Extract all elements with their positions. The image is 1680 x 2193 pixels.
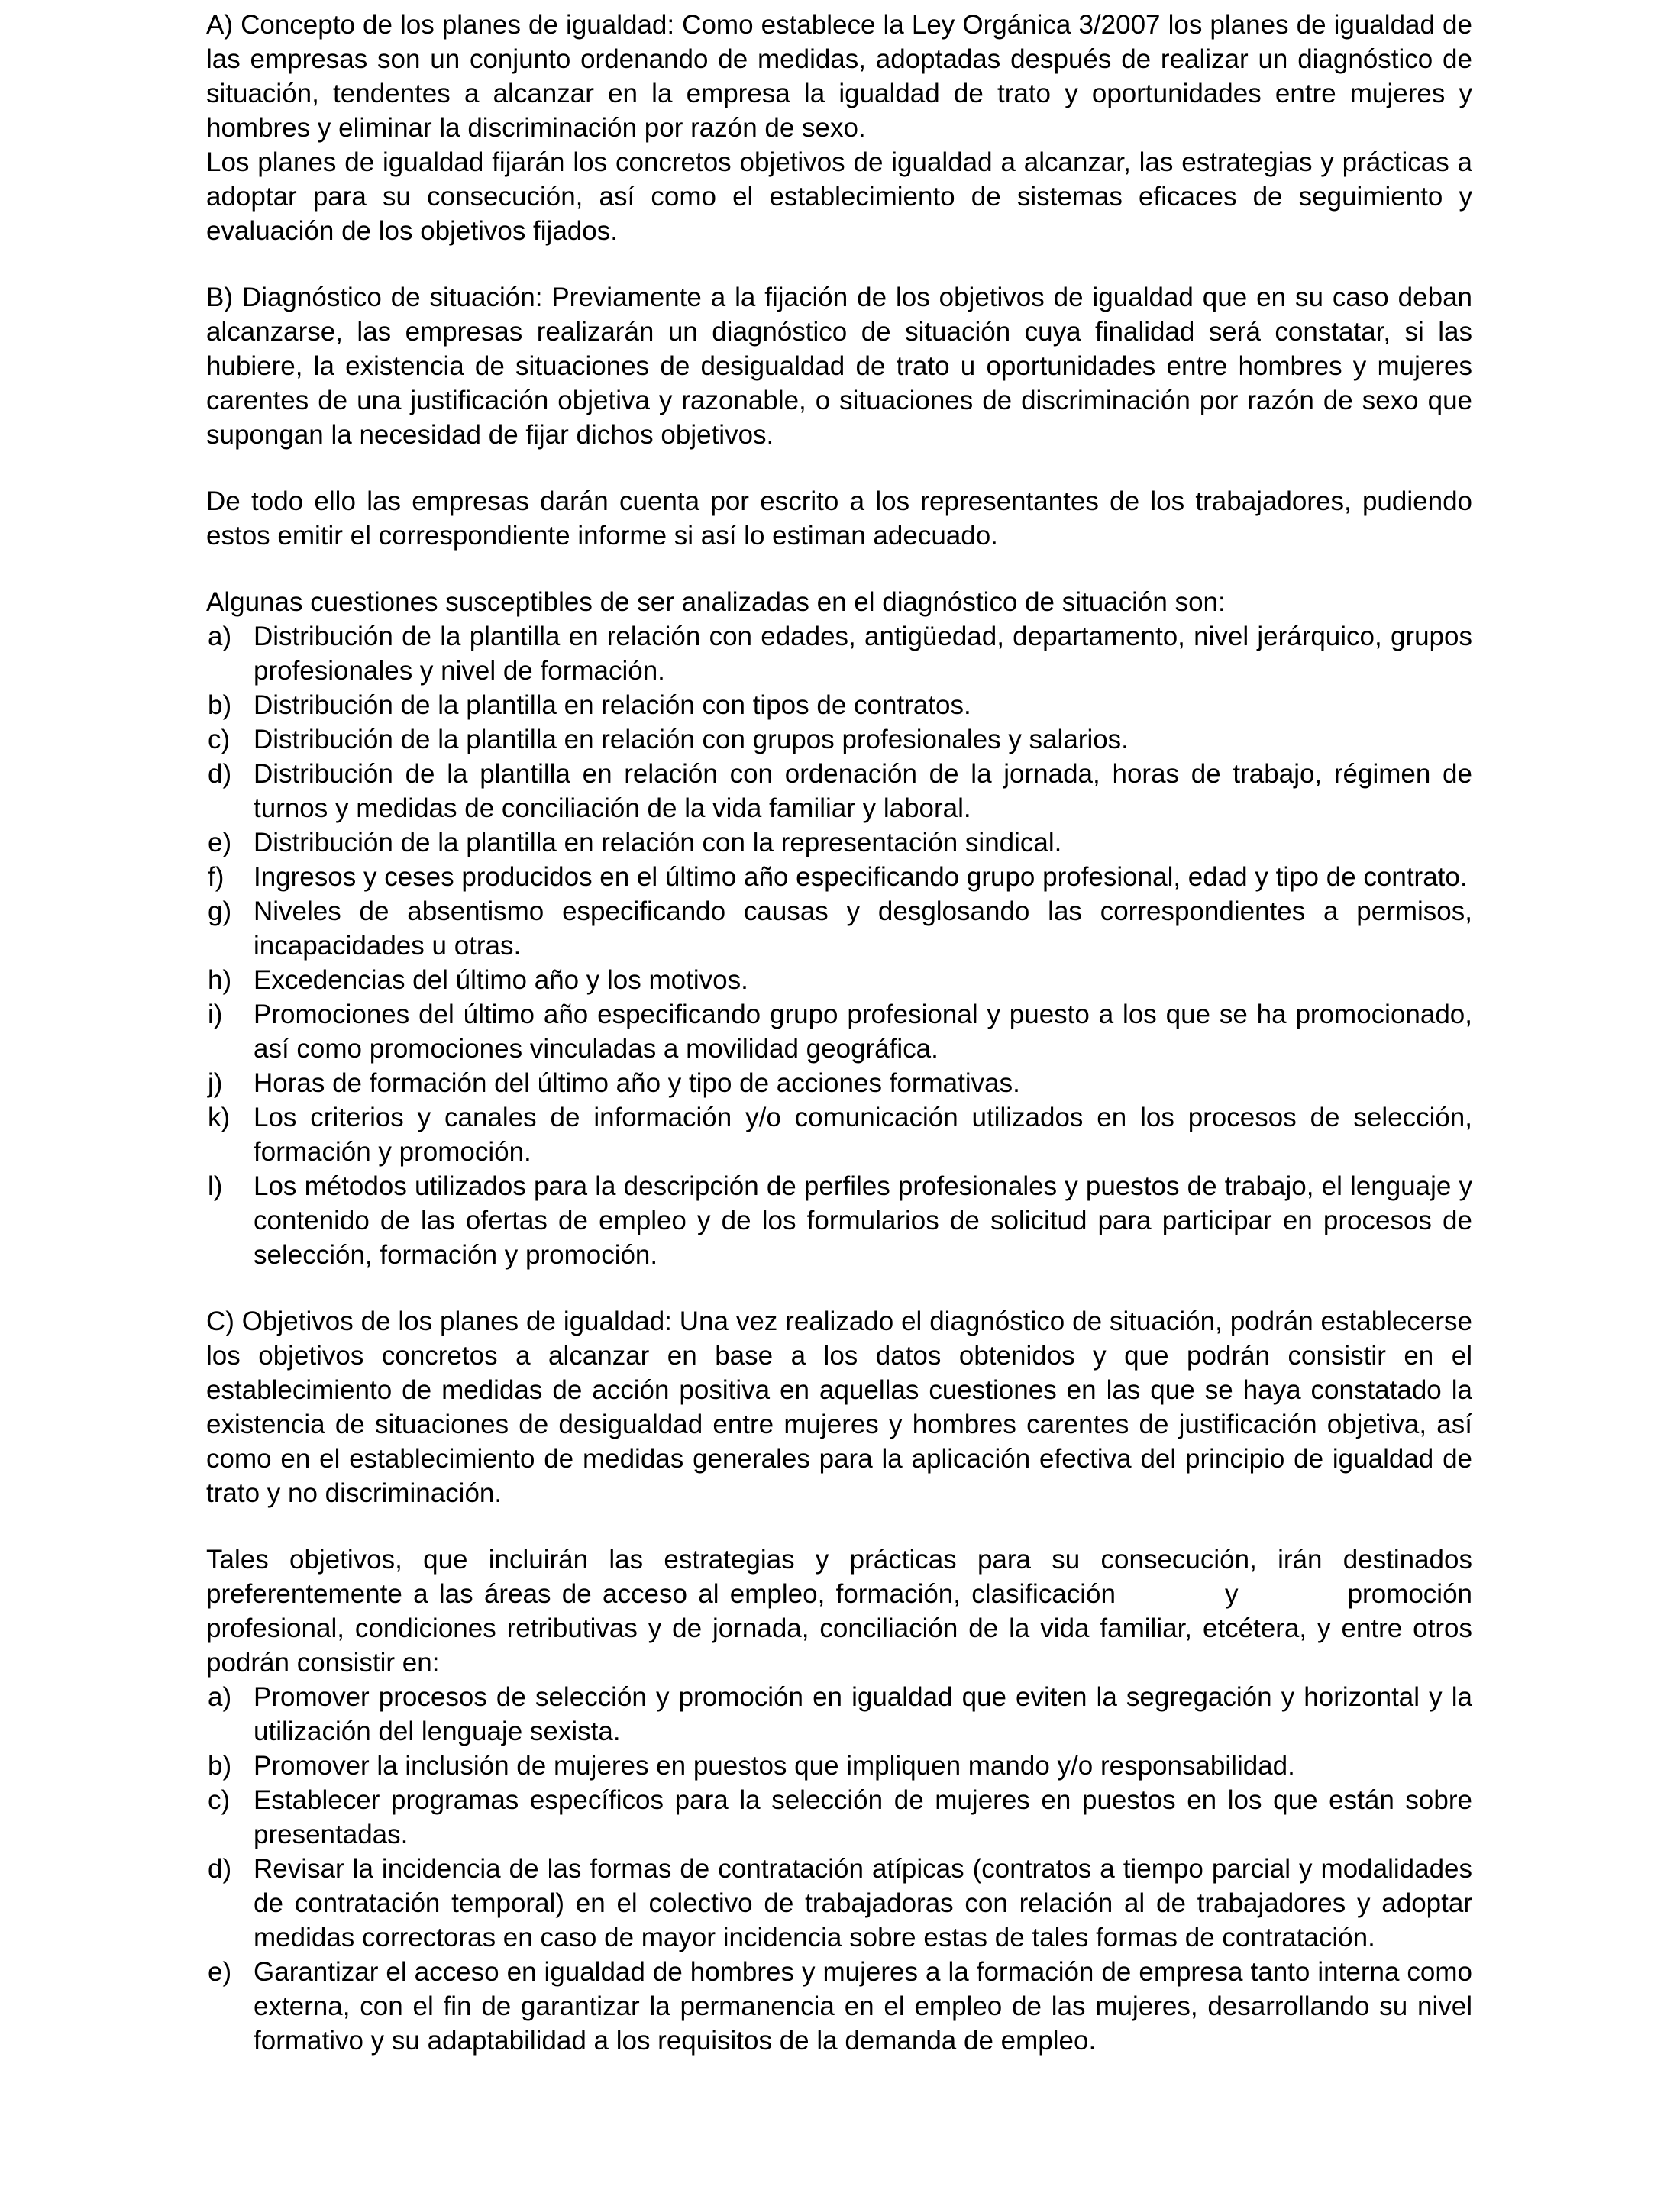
- paragraph-tales-objetivos: Tales objetivos, que incluirán las estrategias y prácticas para su consecución, irán destinados preferentemente a las áreas de acceso al empleo, formación, clasificación y promoción profesional, condiciones retributivas y de jornada, conciliación de la vida familiar, etcétera, y entre otros podrán consistir en:: [206, 1545, 1472, 1678]
- list-item-text: Distribución de la plantilla en relación con edades, antigüedad, departamento, nivel jerárquico, grupos profesionales y nivel de formación.: [254, 622, 1472, 686]
- list-item-marker: d): [208, 1854, 232, 1884]
- objectives-list: [206, 1680, 1472, 2058]
- list-item: [206, 1749, 1472, 1783]
- paragraph-a-concepto: A) Concepto de los planes de igualdad: Como establece la Ley Orgánica 3/2007 los planes de igualdad de las empresas son un conjunto ordenando de medidas, adoptadas después de realizar un diagnóstico de situación, tendentes a alcanzar en la empresa la igualdad de trato y oportunidades entre mujeres y hombres y eliminar la discriminación por razón de sexo.: [206, 10, 1472, 143]
- list-item: [206, 688, 1472, 722]
- paragraph-de-todo-ello: De todo ello las empresas darán cuenta por escrito a los representantes de los trabajadores, pudiendo estos emitir el correspondiente informe si así lo estiman adecuado.: [206, 486, 1472, 551]
- list-item-marker: l): [208, 1171, 223, 1201]
- paragraph-c-objetivos: C) Objetivos de los planes de igualdad: Una vez realizado el diagnóstico de situación, podrán establecerse los objetivos concretos a alcanzar en base a los datos obtenidos y que podrán consistir en el establecimiento de medidas de acción positiva en aquellas cuestiones en las que se haya constatado la existencia de situaciones de desigualdad entre mujeres y hombres carentes de justificación objetiva, así como en el establecimiento de medidas generales para la aplicación efectiva del principio de igualdad de trato y no discriminación.: [206, 1306, 1472, 1508]
- list-item-text: Ingresos y ceses producidos en el último año especificando grupo profesional, edad y tipo de contrato.: [254, 862, 1468, 892]
- list-item-text: Horas de formación del último año y tipo de acciones formativas.: [254, 1068, 1020, 1098]
- list-item-marker: e): [208, 1957, 232, 1987]
- list-item-marker: b): [208, 1751, 232, 1781]
- list-item-marker: b): [208, 690, 232, 720]
- list-item-marker: a): [208, 622, 232, 651]
- list-item: [206, 1783, 1472, 1852]
- list-item: [206, 1955, 1472, 2058]
- list-item-marker: c): [208, 725, 231, 754]
- list-item: [206, 1169, 1472, 1272]
- list-item: [206, 757, 1472, 825]
- list-item-text: Revisar la incidencia de las formas de contratación atípicas (contratos a tiempo parcial y modalidades de contratación temporal) en el colectivo de trabajadoras con relación al de trabajadores y adoptar medidas correctoras en caso de mayor incidencia sobre estas de tales formas de contratación.: [254, 1854, 1472, 1952]
- paragraph-algunas-cuestiones: Algunas cuestiones susceptibles de ser analizadas en el diagnóstico de situación son:: [206, 587, 1226, 617]
- list-item-text: Promociones del último año especificando grupo profesional y puesto a los que se ha promocionado, así como promociones vinculadas a movilidad geográfica.: [254, 1000, 1472, 1064]
- list-item: [206, 1066, 1472, 1100]
- list-item-text: Promover la inclusión de mujeres en puestos que impliquen mando y/o responsabilidad.: [254, 1751, 1295, 1781]
- list-item-marker: k): [208, 1103, 231, 1132]
- list-item-marker: e): [208, 828, 232, 857]
- list-item: [206, 997, 1472, 1066]
- list-item: [206, 963, 1472, 997]
- list-item: [206, 1100, 1472, 1169]
- list-item-marker: i): [208, 1000, 223, 1029]
- list-item-text: Los criterios y canales de información y/o comunicación utilizados en los procesos de selección, formación y promoción.: [254, 1103, 1472, 1167]
- list-item-marker: g): [208, 896, 232, 926]
- list-item-text: Niveles de absentismo especificando causas y desglosando las correspondientes a permisos, incapacidades u otras.: [254, 896, 1472, 961]
- list-item: [206, 860, 1472, 894]
- list-item: [206, 1852, 1472, 1955]
- list-item-marker: c): [208, 1785, 231, 1815]
- list-item: [206, 619, 1472, 688]
- list-item: [206, 722, 1472, 757]
- paragraph-planes-fijaran: Los planes de igualdad fijarán los concretos objetivos de igualdad a alcanzar, las estrategias y prácticas a adoptar para su consecución, así como el establecimiento de sistemas eficaces de seguimiento y evaluación de los objetivos fijados.: [206, 147, 1472, 246]
- list-item-text: Distribución de la plantilla en relación con tipos de contratos.: [254, 690, 971, 720]
- list-item-marker: f): [208, 862, 225, 892]
- list-item: [206, 825, 1472, 860]
- diagnostic-questions-list: [206, 619, 1472, 1272]
- list-item-text: Los métodos utilizados para la descripción de perfiles profesionales y puestos de trabajo, el lenguaje y contenido de las ofertas de empleo y de los formularios de solicitud para participar en procesos de selección, formación y promoción.: [254, 1171, 1472, 1270]
- list-item-text: Garantizar el acceso en igualdad de hombres y mujeres a la formación de empresa tanto interna como externa, con el fin de garantizar la permanencia en el empleo de las mujeres, desarrollando su nivel formativo y su adaptabilidad a los requisitos de la demanda de empleo.: [254, 1957, 1472, 2056]
- list-item-text: Distribución de la plantilla en relación con ordenación de la jornada, horas de trabajo, régimen de turnos y medidas de conciliación de la vida familiar y laboral.: [254, 759, 1472, 823]
- list-item-marker: d): [208, 759, 232, 789]
- list-item-marker: h): [208, 965, 232, 995]
- list-item-text: Distribución de la plantilla en relación con grupos profesionales y salarios.: [254, 725, 1129, 754]
- list-item-text: Distribución de la plantilla en relación con la representación sindical.: [254, 828, 1062, 857]
- list-item: [206, 894, 1472, 963]
- list-item-marker: a): [208, 1682, 232, 1712]
- paragraph-b-diagnostico: B) Diagnóstico de situación: Previamente a la fijación de los objetivos de igualdad que en su caso deban alcanzarse, las empresas realizarán un diagnóstico de situación cuya finalidad será constatar, si las hubiere, la existencia de situaciones de desigualdad de trato u oportunidades entre hombres y mujeres carentes de una justificación objetiva y razonable, o situaciones de discriminación por razón de sexo que supongan la necesidad de fijar dichos objetivos.: [206, 283, 1472, 450]
- list-item-text: Establecer programas específicos para la selección de mujeres en puestos en los que están sobre presentadas.: [254, 1785, 1472, 1849]
- list-item-text: Promover procesos de selección y promoción en igualdad que eviten la segregación y horizontal y la utilización del lenguaje sexista.: [254, 1682, 1472, 1746]
- list-item-marker: j): [208, 1068, 223, 1098]
- list-item-text: Excedencias del último año y los motivos.: [254, 965, 748, 995]
- list-item: [206, 1680, 1472, 1749]
